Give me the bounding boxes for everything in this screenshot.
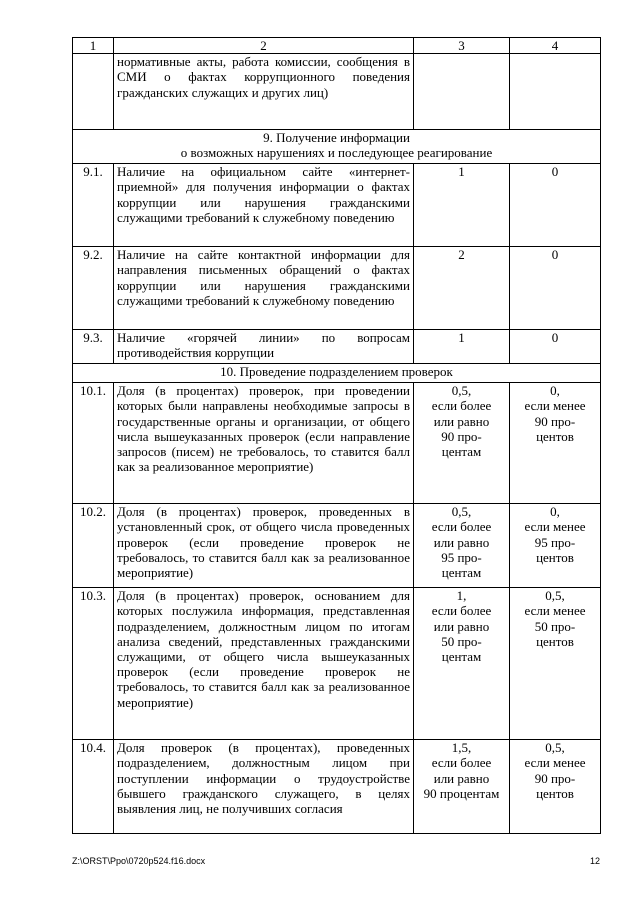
score-line: 0,5, <box>451 504 472 520</box>
score-line: центов <box>536 428 574 444</box>
score-line: центов <box>536 633 574 649</box>
score-line: центам <box>441 444 482 460</box>
score-line: 1 <box>458 164 465 180</box>
score-line: 0,5, <box>451 383 472 399</box>
score-line: центов <box>536 785 574 801</box>
score-line: или равно <box>433 413 490 429</box>
table-row <box>73 588 601 740</box>
score-line: 90 про- <box>441 428 482 444</box>
header-cell-4: 4 <box>510 38 601 54</box>
score-line: 1 <box>458 330 465 346</box>
table-row <box>73 247 601 330</box>
score-line: 0 <box>551 330 559 346</box>
table-row <box>73 164 601 247</box>
score-col-4 <box>510 164 601 247</box>
score-col-3 <box>414 504 510 588</box>
item-number: 9.2. <box>73 247 114 330</box>
header-cell-1: 1 <box>73 38 114 54</box>
score-line: 0, <box>550 504 560 520</box>
score-col-3 <box>414 330 510 364</box>
item-description: Доля проверок (в процентах), проведенных подразделением, должностным лицом при поступлении информации о трудоустройстве бывшего гражданского служащего, в целях выявления лиц, не получивших согласия <box>114 740 414 834</box>
section-title-line: 9. Получение информации <box>263 130 410 146</box>
score-col-4 <box>510 504 601 588</box>
criteria-table <box>72 37 601 834</box>
item-description: Доля (в процентах) проверок, основанием для которых послужила информация, представленная подразделением, должностным лицом по итогам анализа сведений, представленных гражданскими служащими, от общего числа вышеуказанных проверок (если проведение проверок не требовалось, то ставится балл как за реализованное мероприятие) <box>114 588 414 740</box>
score-line: 90 про- <box>534 770 576 786</box>
score-col-4 <box>510 588 601 740</box>
score-col-3 <box>414 247 510 330</box>
score-line: если менее <box>524 519 586 535</box>
score-line: 50 про- <box>441 633 482 649</box>
score-line: если более <box>431 755 492 771</box>
score-line: если более <box>431 519 492 535</box>
section-title-line: 10. Проведение подразделением проверок <box>220 364 453 380</box>
score-line: 1, <box>456 588 467 604</box>
score-col-4 <box>510 740 601 834</box>
score-line: или равно <box>433 534 490 550</box>
score-line: если менее <box>524 603 586 619</box>
section-row <box>73 130 601 164</box>
score-line: центам <box>441 649 482 665</box>
table-row <box>73 740 601 834</box>
score-line: или равно <box>433 770 490 786</box>
table-row <box>73 54 601 130</box>
score-col-3 <box>414 164 510 247</box>
item-number: 10.4. <box>73 740 114 834</box>
section-title <box>73 130 601 164</box>
score-line: если менее <box>524 755 586 771</box>
score-line: 90 процентам <box>423 785 500 801</box>
score-line: 0 <box>551 247 559 263</box>
item-number: 10.3. <box>73 588 114 740</box>
score-line: если менее <box>524 398 586 414</box>
score-line: 0,5, <box>545 588 565 604</box>
score-col-4 <box>510 383 601 504</box>
section-title-line: о возможных нарушениях и последующее реагирование <box>180 145 493 161</box>
item-number: 9.1. <box>73 164 114 247</box>
score-line: 50 про- <box>534 618 576 634</box>
table-row <box>73 504 601 588</box>
score-line: 90 про- <box>534 413 576 429</box>
score-line: 0 <box>551 164 559 180</box>
score-line: 95 про- <box>441 549 482 565</box>
item-description: нормативные акты, работа комиссии, сообщения в СМИ о фактах коррупционного поведения гражданских служащих и других лиц) <box>114 54 414 130</box>
footer-file-path: Z:\ORST\Ppo\0720p524.f16.docx <box>72 856 206 866</box>
score-line: если более <box>431 603 492 619</box>
item-description: Доля (в процентах) проверок, при проведении которых были направлены необходимые запросы в государственные органы и организации, от общего числа вышеуказанных проверок (если направление запросов (писем) не требовалось, то ставится балл как за реализованное мероприятие) <box>114 383 414 504</box>
item-description: Наличие «горячей линии» по вопросам противодействия коррупции <box>114 330 414 364</box>
score-line: центам <box>441 565 482 581</box>
item-number: 9.3. <box>73 330 114 364</box>
item-number: 10.2. <box>73 504 114 588</box>
footer-page-number: 12 <box>589 856 600 866</box>
score-line: или равно <box>433 618 490 634</box>
score-col-4 <box>510 54 601 130</box>
score-col-4 <box>510 247 601 330</box>
score-col-3 <box>414 54 510 130</box>
item-description: Доля (в процентах) проверок, проведенных в установленный срок, от общего числа проведенных проверок (если проведение проверок не требовалось, то ставится балл как за реализованное мероприятие) <box>114 504 414 588</box>
item-number: 10.1. <box>73 383 114 504</box>
score-line: 95 про- <box>534 534 576 550</box>
score-line: центов <box>536 549 574 565</box>
score-line: 1,5, <box>451 740 472 756</box>
header-cell-3: 3 <box>414 38 510 54</box>
header-row <box>73 38 601 54</box>
score-col-3 <box>414 740 510 834</box>
score-col-4 <box>510 330 601 364</box>
item-description: Наличие на официальном сайте «интернет-приемной» для получения информации о фактах коррупции или нарушения гражданскими служащими требований к служебному поведению <box>114 164 414 247</box>
header-cell-2: 2 <box>114 38 414 54</box>
item-description: Наличие на сайте контактной информации для направления письменных обращений о фактах коррупции или нарушения гражданскими служащими требований к служебному поведению <box>114 247 414 330</box>
table-row <box>73 330 601 364</box>
section-row <box>73 364 601 383</box>
section-title <box>73 364 601 383</box>
score-line: 0,5, <box>545 740 565 756</box>
item-number <box>73 54 114 130</box>
score-col-3 <box>414 383 510 504</box>
score-line: 0, <box>550 383 560 399</box>
score-col-3 <box>414 588 510 740</box>
score-line: если более <box>431 398 492 414</box>
table-row <box>73 383 601 504</box>
score-line: 2 <box>458 247 465 263</box>
